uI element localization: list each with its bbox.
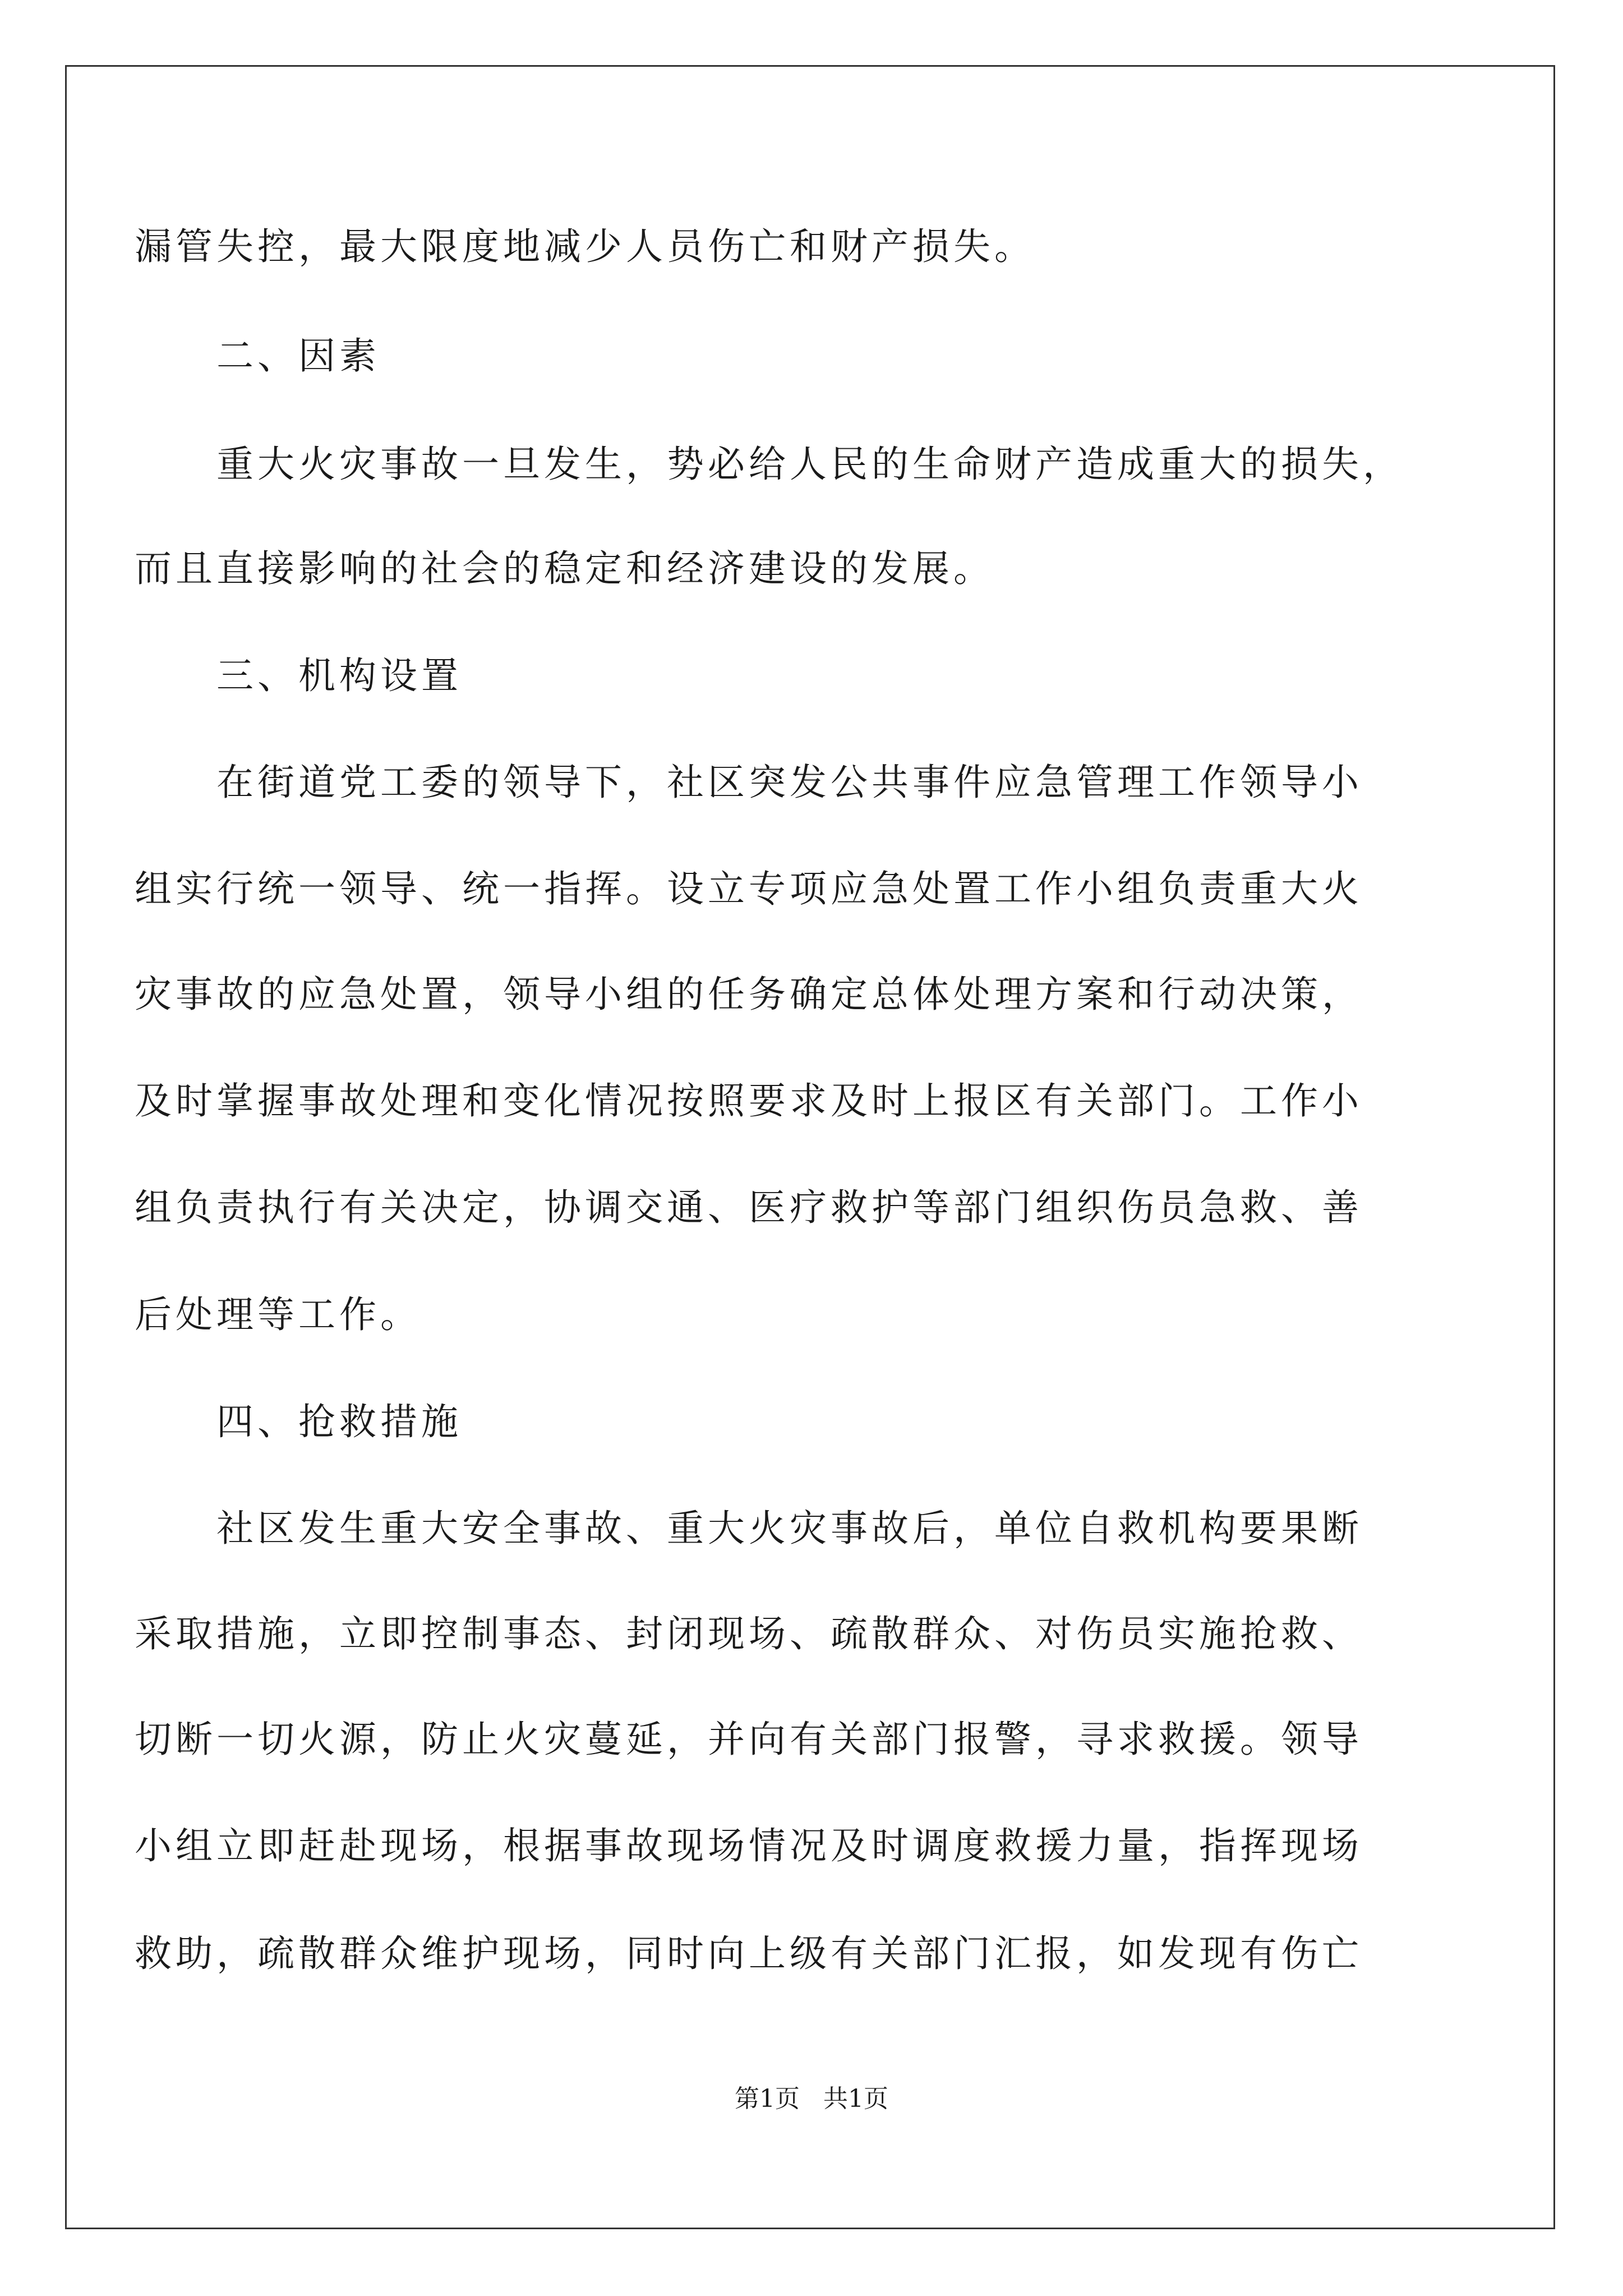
paragraph-line: 及时掌握事故处理和变化情况按照要求及时上报区有关部门。工作小	[135, 1079, 1363, 1122]
paragraph-line: 救助，疏散群众维护现场，同时向上级有关部门汇报，如发现有伤亡	[135, 1932, 1363, 1975]
paragraph-line: 组实行统一领导、统一指挥。设立专项应急处置工作小组负责重大火	[135, 867, 1363, 910]
paragraph-line: 而且直接影响的社会的稳定和经济建设的发展。	[135, 547, 994, 590]
paragraph-line: 灾事故的应急处置，领导小组的任务确定总体处理方案和行动决策，	[135, 973, 1363, 1016]
paragraph-line: 切断一切火源，防止火灾蔓延，并向有关部门报警，寻求救援。领导	[135, 1718, 1363, 1761]
page-border	[65, 65, 1555, 2229]
page-footer	[0, 2082, 1623, 2116]
paragraph-line: 后处理等工作。	[135, 1293, 421, 1336]
paragraph-line: 采取措施，立即控制事态、封闭现场、疏散群众、对伤员实施抢救、	[135, 1612, 1363, 1655]
paragraph-line: 社区发生重大安全事故、重大火灾事故后，单位自救机构要果断	[216, 1507, 1363, 1550]
paragraph-line: 重大火灾事故一旦发生，势必给人民的生命财产造成重大的损失，	[216, 443, 1404, 486]
paragraph-line: 在街道党工委的领导下，社区突发公共事件应急管理工作领导小	[216, 761, 1363, 804]
section-heading: 三、机构设置	[216, 654, 462, 697]
paragraph-line: 小组立即赶赴现场，根据事故现场情况及时调度救援力量，指挥现场	[135, 1824, 1363, 1867]
page-number: 第1页	[735, 2085, 800, 2113]
paragraph-line: 组负责执行有关决定，协调交通、医疗救护等部门组织伤员急救、善	[135, 1186, 1363, 1229]
section-heading: 二、因素	[216, 334, 380, 378]
paragraph-line: 漏管失控，最大限度地减少人员伤亡和财产损失。	[135, 225, 1035, 268]
page-total: 共1页	[823, 2085, 888, 2113]
section-heading: 四、抢救措施	[216, 1400, 462, 1443]
